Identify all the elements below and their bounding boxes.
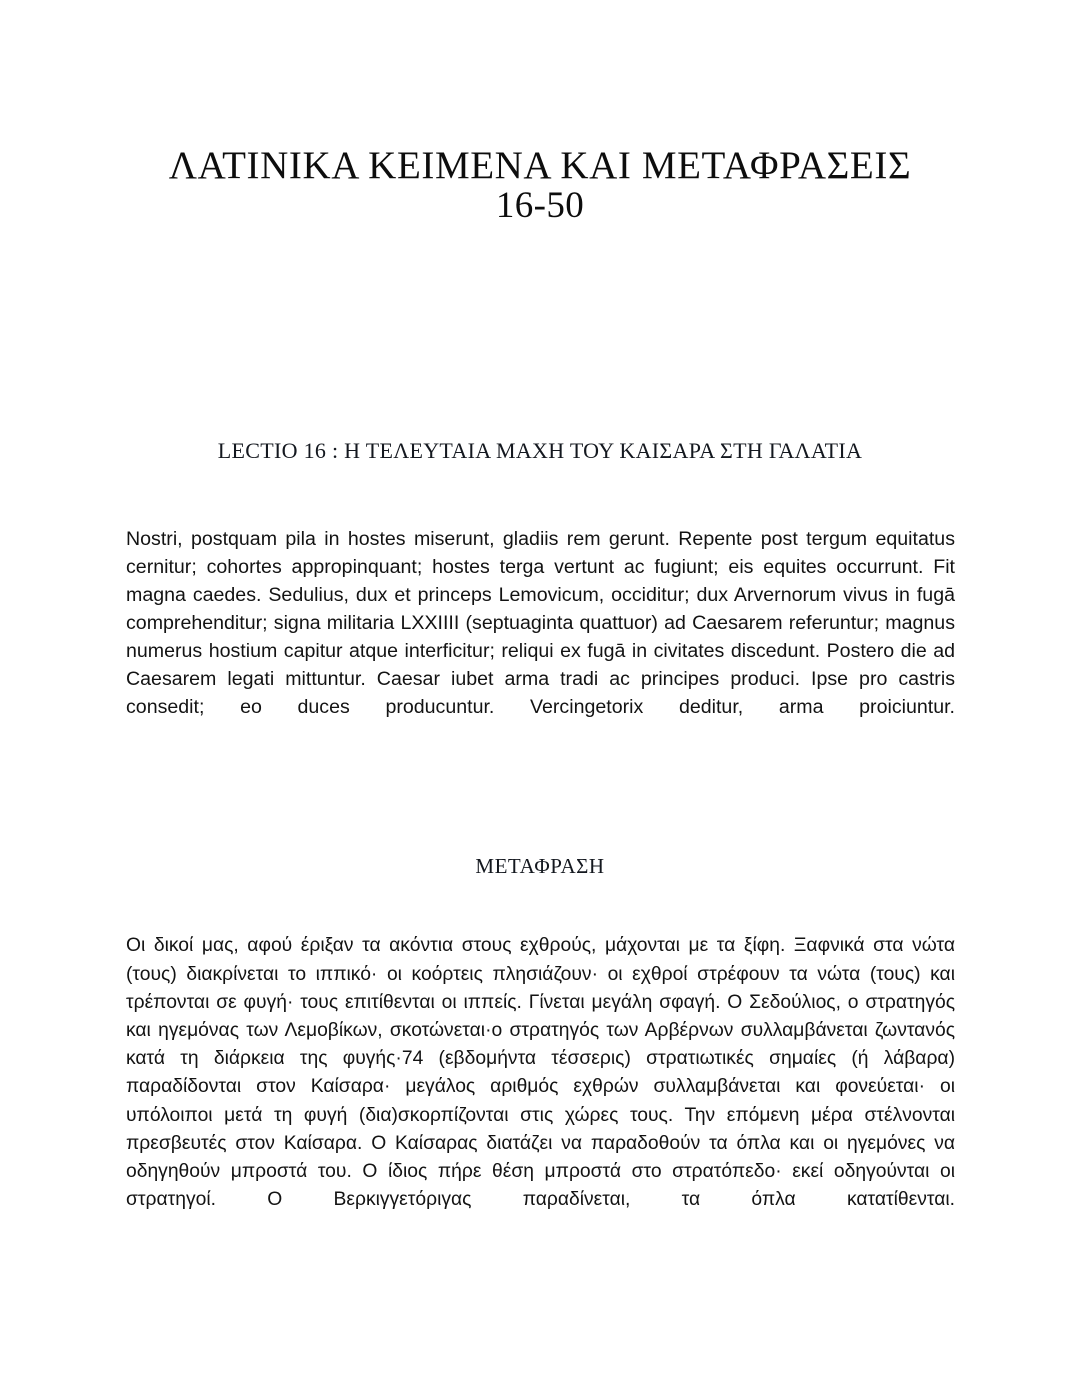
page-subtitle-range: 16-50: [495, 185, 585, 226]
page-title: ΛΑΤΙΝΙΚΑ ΚΕΙΜΕΝΑ ΚΑΙ ΜΕΤΑΦΡΑΣΕΙΣ: [168, 144, 912, 188]
latin-source-paragraph: Nostri, postquam pila in hostes miserunt, gladiis rem gerunt. Repente post tergum equitatus cernitur; cohortes appropinquant; hostes terga vertunt ac fugiunt; eis equites occurrunt. Fit magna caedes. Sedulius, dux et princeps Lemovicum, occiditur; dux Arvernorum vivus in fugā comprehenditur; signa militaria LXXIIII (septuaginta quattuor) ad Caesarem referuntur; magnus numerus hostium capitur atque interficitur; reliqui ex fugā in civitates discedunt. Postero die ad Caesarem legati mittuntur. Caesar iubet arma tradi ac principes produci. Ipse pro castris consedit; eo duces producuntur. Vercingetorix deditur, arma proiciuntur.: [126, 527, 955, 719]
greek-translation-paragraph: Οι δικοί μας, αφού έριξαν τα ακόντια στους εχθρούς, μάχονται με τα ξίφη. Ξαφνικά στα νώτα (τους) διακρίνεται το ιππικό· οι κοόρτεις πλησιάζουν· οι εχθροί στρέφουν τα νώτα (τους) και τρέπονται σε φυγή· τους επιτίθενται οι ιππείς. Γίνεται μεγάλη σφαγή. Ο Σεδούλιος, ο στρατηγός και ηγεμόνας των Λεμοβίκων, σκοτώνεται·ο στρατηγός των Αρβέρνων συλλαμβάνεται ζωντανός κατά τη διάρκεια της φυγής·74 (εβδομήντα τέσσερις) στρατιωτικές σημαίες (ή λάβαρα) παραδίδονται στον Καίσαρα· μεγάλος αριθμός εχθρών συλλαμβάνεται και φονεύεται· οι υπόλοιποι μετά τη φυγή (δια)σκορπίζονται στις χώρες τους. Την επόμενη μέρα στέλνονται πρεσβευτές στον Καίσαρα. Ο Καίσαρας διατάζει να παραδοθούν τα όπλα και οι ηγεμόνες να οδηγηθούν μπροστά του. Ο ίδιος πήρε θέση μπροστά στο στρατόπεδο· εκεί οδηγούνται οι στρατηγοί. Ο Βερκιγγετόριγας παραδίνεται, τα όπλα κατατίθενται.: [126, 935, 955, 1211]
translation-section-heading: ΜΕΤΑΦΡΑΣΗ: [475, 854, 605, 878]
lectio-section-heading: LECTIO 16 : Η ΤΕΛΕΥΤΑΙΑ ΜΑΧΗ ΤΟΥ ΚΑΙΣΑΡΑ ΣΤΗ ΓΑΛΑΤΙΑ: [217, 438, 863, 464]
